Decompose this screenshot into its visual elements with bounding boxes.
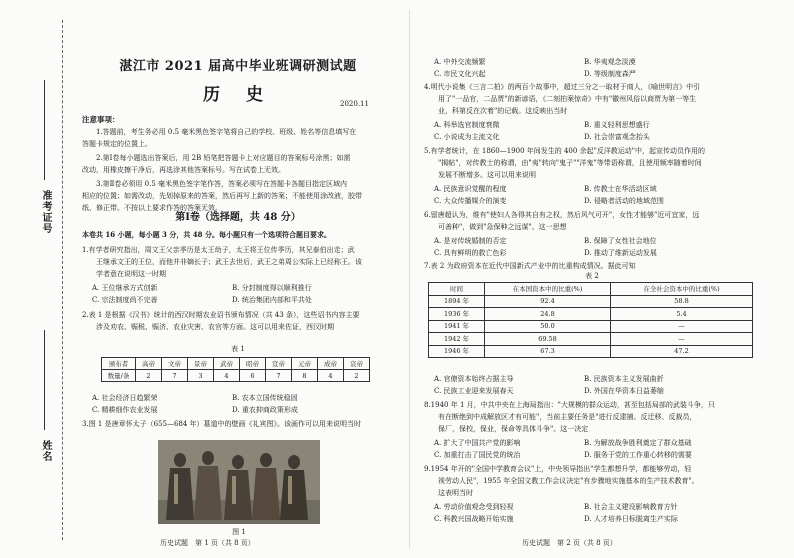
question-9-options	[424, 502, 760, 512]
question-4-options	[424, 120, 760, 130]
table-cell: 50.0	[485, 320, 611, 333]
table-cell: 在本国资本中的比重(%)	[485, 283, 611, 296]
question-2-line: 2.表 1 是根据《汉书》统计的西汉时期农业诏书颁布情况（共 43 条），这些诏书内容主要	[82, 311, 360, 319]
table-cell: 4	[214, 370, 240, 382]
right-column	[424, 0, 760, 558]
table-1-caption: 表 1	[231, 345, 245, 353]
table-cell: 58.8	[611, 295, 753, 308]
question-4-line: 用了"一品官，二品贾"的新谚语，《二刻拍案惊奇》中有"徽州风俗以商贾为第一等生	[438, 95, 697, 103]
name-field[interactable]	[44, 330, 45, 430]
question-5-line: "揭帖"，对传教士的称谓，由"夷"转向"鬼子""洋鬼"等带语称谓，且使用频率随着时间	[438, 159, 702, 167]
mural-figures-graphic	[158, 440, 320, 524]
table-cell: 高帝	[136, 358, 162, 370]
question-5-options	[424, 184, 760, 194]
table-2-caption: 表 2	[585, 272, 599, 280]
question-1-options	[82, 283, 394, 293]
option-c[interactable]: C. 精耕细作农业发展	[92, 406, 158, 414]
option-c[interactable]: C. 民族工业迎来发展春天	[434, 387, 514, 395]
notice-line: 改动，用橡皮擦干净后，再选涂其他答案标号。写在试卷上无效。	[82, 166, 285, 174]
question-9-line: 9.1954 年开的"全国中学教育会议"上，中央领导指出"学生都想升学，都能够劳动，轻	[424, 465, 692, 473]
question-7-options	[424, 386, 760, 396]
question-3-options	[424, 57, 760, 67]
question-8-options	[424, 438, 760, 448]
table-cell: 宣帝	[266, 358, 292, 370]
table-cell: 武帝	[214, 358, 240, 370]
table-cell: —	[611, 333, 753, 346]
table-cell: 8	[292, 370, 318, 382]
page-footer-right: 历史试题 第 2 页（共 8 页）	[522, 539, 617, 547]
table-cell: 92.4	[485, 295, 611, 308]
table-cell: 47.2	[611, 345, 753, 358]
option-c[interactable]: C. 大众传播媒介的演变	[434, 197, 507, 205]
question-4-line: 4.明代小说集《三言二拍》的两百个故事中，超过三分之一取材于商人，《喻世明言》中引	[424, 83, 701, 91]
table-cell: 在全社会资本中的比重(%)	[611, 283, 753, 296]
question-8-line: 8.1940 年 1 月，中共中央在上海局指出："大规模的群众运动，甚至包括局部的武装斗争，只	[424, 401, 715, 409]
question-5-options	[424, 196, 760, 206]
option-d[interactable]: D. 等级制度森严	[584, 70, 636, 78]
table-cell: 1946 年	[429, 345, 485, 358]
name-label: 姓名	[40, 440, 51, 462]
binding-margin	[0, 0, 70, 558]
question-3-line: 3.图 1 是唐章怀太子（655—684 年）墓道中的壁画《礼宾图》。该画作可以用来说明当时	[82, 420, 362, 428]
option-d[interactable]: D. 社会崇富观念抬头	[584, 133, 650, 141]
notice-line: 纸、修正带。不按以上要求作答的答案无效。	[82, 204, 222, 212]
question-3-options	[424, 69, 760, 79]
option-d[interactable]: D. 人才培养日标脱离生产实际	[584, 515, 678, 523]
question-5-line: 发展不断增多。这可以用来说明	[438, 171, 536, 179]
notice-line: 2.第Ⅰ卷每小题选出答案后，用 2B 铅笔把答题卡上对应题目的答案标号涂黑；如需	[96, 154, 351, 162]
table-cell: 元帝	[292, 358, 318, 370]
question-2-options	[82, 393, 394, 403]
page-footer-left: 历史试题 第 1 页（共 8 页）	[160, 539, 255, 547]
table-cell: 1941 年	[429, 320, 485, 333]
table-cell: 数量/条	[102, 370, 136, 382]
exam-number-field[interactable]	[44, 80, 45, 180]
question-7-options	[424, 374, 760, 384]
section-description: 本卷共 16 小题，每小题 3 分，共 48 分。每小题只有一个选项符合题目要求。	[82, 230, 331, 239]
table-row	[102, 370, 370, 382]
notice-line: 1.答题前，考生务必用 0.5 毫米黑色签字笔将自己的学校、班级、姓名等信息填写在	[96, 128, 357, 136]
exam-number-label: 准考证号	[40, 190, 51, 234]
table-cell: 67.3	[485, 345, 611, 358]
question-8-line: 有在断绝到中成解放区才有可能"，当前主要任务是"进行反逮捕、反迁移、反裁员，	[438, 413, 697, 421]
question-9-options	[424, 514, 760, 524]
option-b[interactable]: B. 民族资本主义发展曲折	[584, 375, 664, 383]
option-c[interactable]: C. 加重打击了国民党的统治	[434, 451, 521, 459]
option-b[interactable]: B. 为解放战争胜利奠定了群众基础	[584, 439, 692, 447]
question-9-line: 视劳动人民"，1955 年全国文教工作会议决定"有步骤地实施基本的生产技术教育"。	[438, 477, 699, 485]
question-1-options	[82, 295, 394, 305]
table-row	[429, 333, 753, 346]
table-cell: 2	[136, 370, 162, 382]
question-7-line: 7.表 2 为政府资本在近代中国新式产业中的比重构成情况。据此可知	[424, 262, 636, 270]
table-row	[429, 283, 753, 296]
exam-title: 湛江市 2021 届高中毕业班调研测试题	[119, 59, 357, 74]
question-2-options	[82, 405, 394, 415]
option-a[interactable]: A. 是对传统婚制的否定	[434, 237, 507, 245]
notice-line: 答题卡规定的位置上。	[82, 140, 152, 148]
option-b[interactable]: B. 重义轻利思想盛行	[584, 121, 650, 129]
option-a[interactable]: A. 中外交流频繁	[434, 58, 486, 66]
option-c[interactable]: C. 小说成为主流文化	[434, 133, 500, 141]
exam-date: 2020.11	[340, 100, 369, 108]
cut-line	[62, 20, 63, 540]
table-cell: 文帝	[162, 358, 188, 370]
column-divider	[409, 10, 410, 548]
question-8-options	[424, 450, 760, 460]
option-b[interactable]: B. 保障了女性社会地位	[584, 237, 657, 245]
option-b[interactable]: B. 农本立国传统稳固	[232, 394, 298, 402]
table-cell: 69.58	[485, 333, 611, 346]
figure-1-caption: 图 1	[232, 528, 246, 536]
option-c[interactable]: C. 市民文化兴起	[434, 70, 486, 78]
option-a[interactable]: A. 官僚资本始终占据主导	[434, 375, 514, 383]
table-cell: 7	[162, 370, 188, 382]
option-a[interactable]: A. 社会经济日趋繁荣	[92, 394, 158, 402]
table-row	[429, 295, 753, 308]
table-cell: 哀帝	[344, 358, 370, 370]
question-1-line: 王继承文王的王位，而他并非嫡长子；武王去世后，武王之弟周公实际上已经称王。该	[96, 258, 362, 266]
table-cell: 时间	[429, 283, 485, 296]
option-d[interactable]: D. 重农抑商政策形成	[232, 406, 298, 414]
table-row	[102, 358, 370, 370]
table-cell: 1942 年	[429, 333, 485, 346]
question-4-line: 业，科第反在次着"的记载。这反映出当时	[438, 107, 568, 115]
option-b[interactable]: B. 分封制度得以顺利推行	[232, 284, 312, 292]
table-cell: 成帝	[318, 358, 344, 370]
table-cell: 6	[240, 370, 266, 382]
table-cell: 24.8	[485, 308, 611, 321]
question-1-line: 学者意在说明这一时期	[96, 270, 166, 278]
table-cell: 颁布者	[102, 358, 136, 370]
table-cell: 4	[318, 370, 344, 382]
table-cell: 7	[266, 370, 292, 382]
option-a[interactable]: A. 扩大了中国共产党的影响	[434, 439, 521, 447]
table-cell: 1936 年	[429, 308, 485, 321]
table-cell: 5.4	[611, 308, 753, 321]
option-b[interactable]: B. 华夷观念淡漠	[584, 58, 636, 66]
option-d[interactable]: D. 统治集团内部和平共处	[232, 296, 312, 304]
question-4-options	[424, 132, 760, 142]
question-6-options	[424, 248, 760, 258]
table-cell: 3	[188, 370, 214, 382]
table-cell: 昭帝	[240, 358, 266, 370]
notice-line: 3.第Ⅱ卷必须用 0.5 毫米黑色签字笔作答，答案必须写在答题卡各题目指定区域内	[96, 180, 348, 188]
question-1-line: 1.有学者研究指出，周文王父亲季历是太王幼子，太王将王位传季历，其兄泰伯出走；武	[82, 246, 355, 254]
option-a[interactable]: A. 科举选官制度衰微	[434, 121, 500, 129]
option-c[interactable]: C. 具有鲜明的救亡色彩	[434, 249, 507, 257]
table-row	[429, 308, 753, 321]
table-cell: 1894 年	[429, 295, 485, 308]
table-cell: 景帝	[188, 358, 214, 370]
question-2-line: 涉及劝农、赈税、赈济、农业灾害、农官等方面。这可以用来佐证，西汉时期	[96, 323, 334, 331]
option-a[interactable]: A. 王位继承方式创新	[92, 284, 158, 292]
option-d[interactable]: D. 外国在华资本日益萎缩	[584, 387, 664, 395]
question-6-line: 可善种"，做到"急保种之远谋"。这一思想	[438, 223, 567, 231]
question-9-line: 这表明当时	[438, 489, 473, 497]
subject-title: 历 史	[203, 85, 273, 105]
option-b[interactable]: B. 社会主义建设影响教育方针	[584, 503, 678, 511]
question-8-line: 保厂，保校，保业，保命等具体斗争"。这一决定	[438, 425, 589, 433]
option-d[interactable]: D. 推动了维新运动发展	[584, 249, 657, 257]
option-c[interactable]: C. 科教兴国战略开始实施	[434, 515, 514, 523]
table-row	[429, 320, 753, 333]
question-6-options	[424, 236, 760, 246]
table-cell: 2	[344, 370, 370, 382]
option-a[interactable]: A. 民族意识觉醒的程度	[434, 185, 507, 193]
question-6-line: 6.留唐超认为，维有"使妇人各得其自有之权，然后风气可开"，女性才能够"近可宜家，远	[424, 211, 700, 219]
option-d[interactable]: D. 侵略者活动的地域范围	[584, 197, 664, 205]
option-a[interactable]: A. 劳动价值观念受到轻视	[434, 503, 514, 511]
left-column	[82, 0, 394, 558]
question-5-line: 5.有学者统计，在 1860—1900 年间发生的 400 余起"反洋教运动"中，起宣传动员作用的	[424, 147, 706, 155]
option-d[interactable]: D. 服务于党的工作重心转移的需要	[584, 451, 692, 459]
table-cell: —	[611, 320, 753, 333]
notice-title: 注意事项：	[82, 115, 120, 124]
table-row	[429, 345, 753, 358]
notice-line: 相应的位置；如需改动，先划掉原来的答案，然后再写上新的答案；不能使用涂改液，胶带	[82, 192, 362, 200]
option-c[interactable]: C. 宗法制度尚不完善	[92, 296, 158, 304]
section-title: 第Ⅰ卷（选择题，共 48 分）	[175, 212, 301, 223]
table-1	[101, 357, 370, 382]
mural-image	[158, 440, 320, 524]
table-2	[428, 282, 753, 358]
option-b[interactable]: B. 传教士在华活动区域	[584, 185, 657, 193]
